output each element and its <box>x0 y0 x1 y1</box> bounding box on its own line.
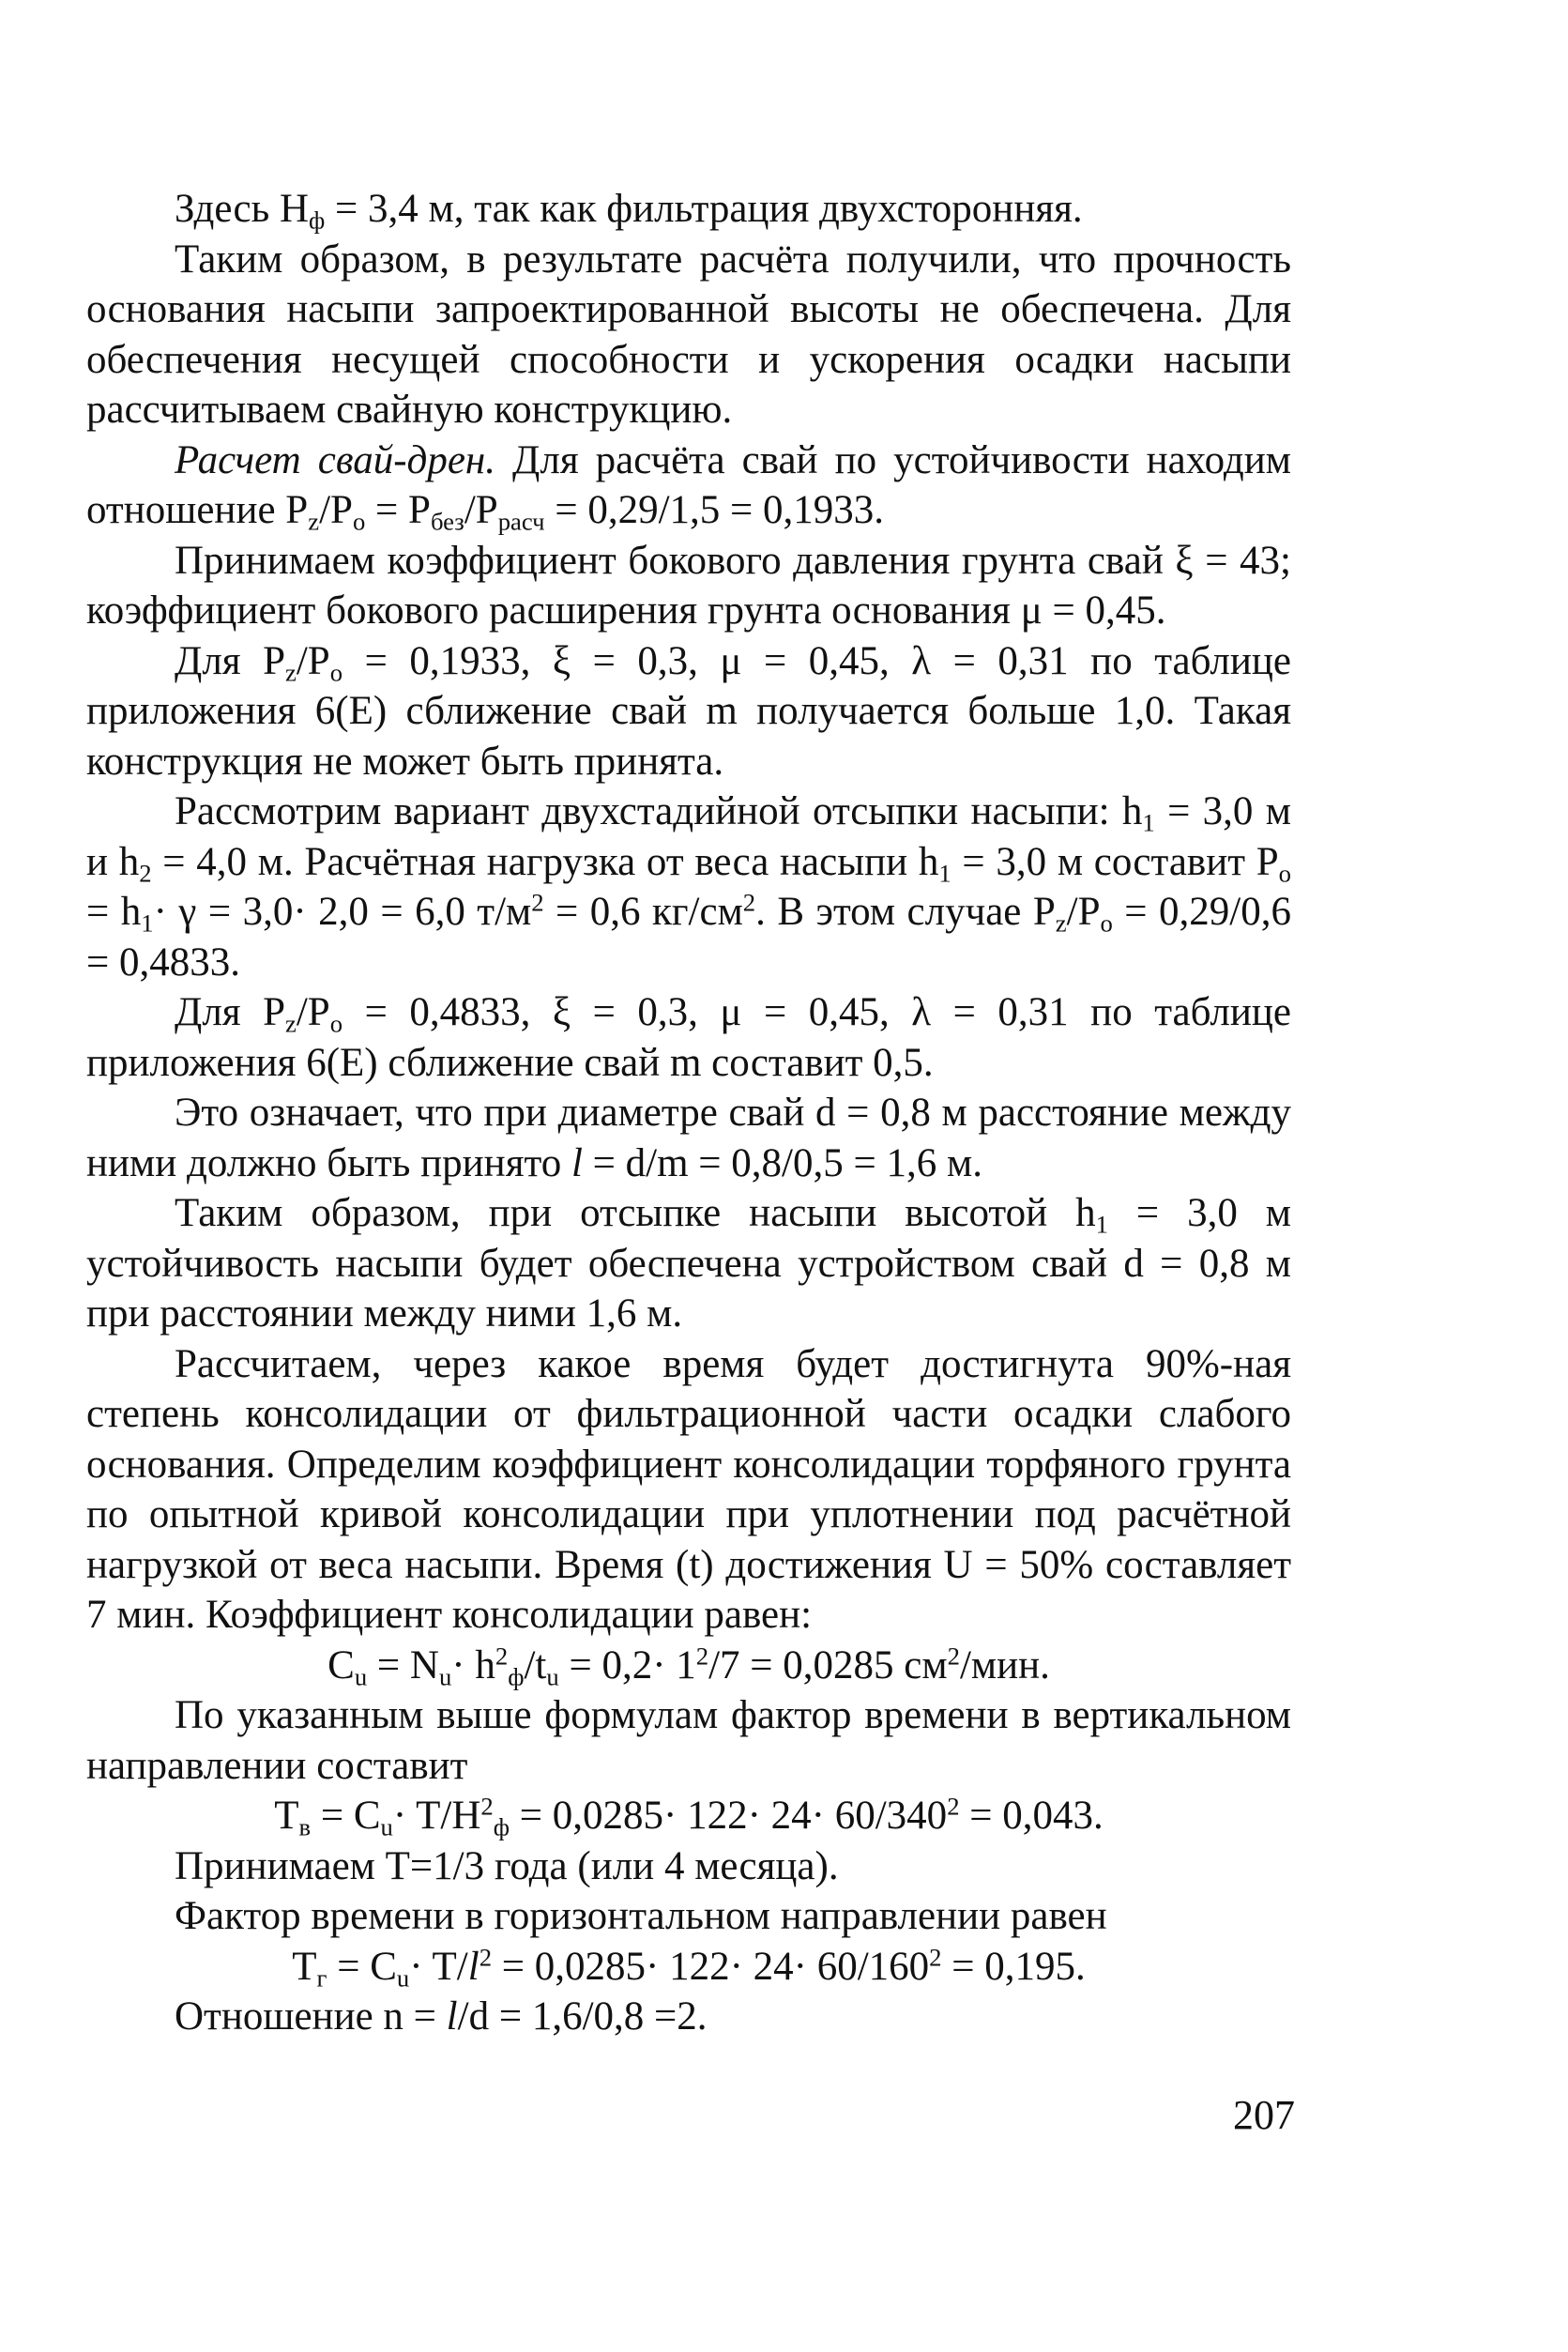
formula-vertical-time-factor: $T_в = C_u\cdot T/H^2_ф = 0,0285\cdot 122\cdot 24\cdot 60/340^2 = 0,043$. <box>274 1792 1104 1841</box>
paragraph-6: Рассмотрим вариант двухстадийной отсыпки насыпи: $h_1 = 3,0$ м и $h_2 = 4,0$ м. Расчётная нагрузка от веса насыпи $h_1 = 3,0$ м составит $P_o = h_1\cdot \gamma = 3,0\cdot 2,0 = 6,0$ $т/м^2 = 0,6$ $кг/см^2$. В этом случае $P_z/P_o = 0,29/0,6 = 0,4833$. <box>86 789 1291 985</box>
paragraph-9: Таким образом, при отсыпке насыпи высотой $h_1 = 3,0$ м устойчивость насыпи будет обеспечена устройством свай d = 0,8 м при расстоянии между ними 1,6 м. <box>86 1191 1291 1336</box>
paragraph-1: Здесь $Н_ф = 3,4$ м, так как фильтрация двухсторонняя. <box>175 187 1083 235</box>
paragraph-8: Это означает, что при диаметре свай d = 0,8 м расстояние между ними должно быть принято l = d/m = 0,8/0,5 = 1,6 м. <box>86 1091 1291 1185</box>
paragraph-11: По указанным выше формулам фактор времени в вертикальном направлении составит <box>86 1693 1291 1788</box>
formula-consolidation-coefficient: $C_u = N_u\cdot h^2_ф/t_u = 0,2\cdot 1^2/7 = 0,0285$ $см^2$/мин. <box>327 1641 1050 1690</box>
paragraph-5: Для $P_z/P_o = 0,1933$, ξ = 0,3, μ = 0,45, λ = 0,31 по таблице приложения 6(Е) сближение свай m получается больше 1,0. Такая конструкция не может быть принята. <box>86 638 1291 784</box>
paragraph-2: Таким образом, в результате расчёта получили, что прочность основания насыпи запроектированной высоты не обеспечена. Для обеспечения несущей способности и ускорения осадки насыпи рассчитываем свайную конструкцию. <box>86 237 1291 432</box>
paragraph-13: Фактор времени в горизонтальном направлении равен <box>175 1894 1107 1938</box>
body-text <box>86 184 1291 2042</box>
paragraph-14: Отношение n = l/d = 1,6/0,8 =2. <box>175 1994 708 2039</box>
paragraph-4: Принимаем коэффициент бокового давления грунта свай ξ = 43; коэффициент бокового расширения грунта основания μ = 0,45. <box>86 538 1291 633</box>
paragraph-title: Расчет свай-дрен. <box>175 437 495 482</box>
page-number: 207 <box>1233 2092 1295 2138</box>
paragraph-7: Для $P_z/P_o = 0,4833$, ξ = 0,3, μ = 0,45, λ = 0,31 по таблице приложения 6(Е) сближение свай m составит 0,5. <box>86 990 1291 1085</box>
paragraph-3: Расчет свай-дрен. Для расчёта свай по устойчивости находим отношение $P_z/P_o = P_{без}/P_{расч} = 0,29/1,5 = 0,1933$. <box>86 437 1291 536</box>
formula-horizontal-time-factor: $T_г = C_u\cdot T/l^2 = 0,0285\cdot 122\cdot 24\cdot 60/160^2 = 0,195$. <box>292 1942 1086 1992</box>
paragraph-12: Принимаем Т=1/3 года (или 4 месяца). <box>175 1843 839 1888</box>
paragraph-10: Рассчитаем, через какое время будет достигнута 90%-ная степень консолидации от фильтрационной части осадки слабого основания. Определим коэффициент консолидации торфяного грунта по опытной кривой консолидации при уплотнении под расчётной нагрузкой от веса насыпи. Время (t) достижения U = 50% составляет 7 мин. Коэффициент консолидации равен: <box>86 1341 1291 1637</box>
